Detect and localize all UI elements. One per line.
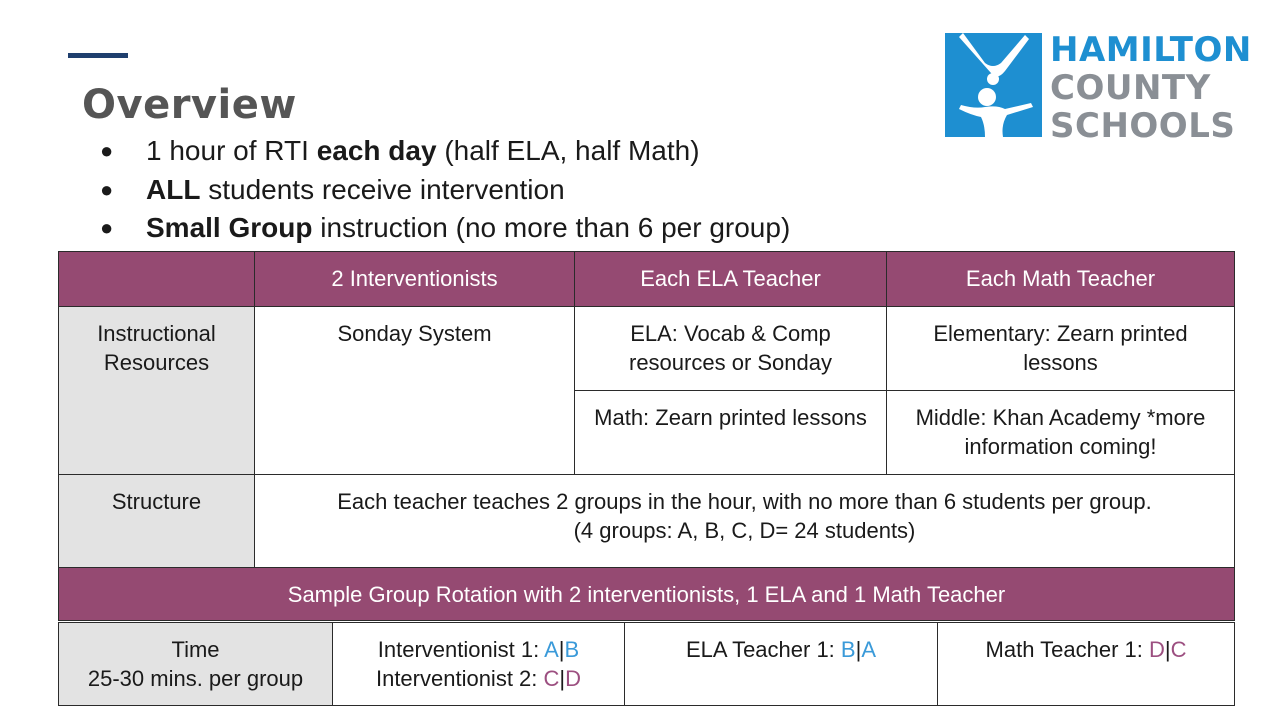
row-label-time: Time 25-30 mins. per group bbox=[59, 623, 333, 706]
bullet-item: ● Small Group instruction (no more than 6 per group) bbox=[100, 209, 790, 248]
bullet-dot-icon: ● bbox=[100, 138, 114, 163]
bullet-dot-icon: ● bbox=[100, 215, 114, 240]
table-row bbox=[59, 623, 1235, 706]
title-accent-bar bbox=[68, 53, 128, 58]
rti-overview-table bbox=[58, 251, 1235, 621]
table-row bbox=[59, 307, 1235, 391]
bullet-list bbox=[100, 132, 790, 248]
sample-rotation-heading: Sample Group Rotation with 2 interventionists, 1 ELA and 1 Math Teacher bbox=[59, 568, 1235, 621]
table-row bbox=[59, 475, 1235, 568]
cell-sonday-system: Sonday System bbox=[255, 307, 575, 475]
header-ela-teacher: Each ELA Teacher bbox=[575, 252, 887, 307]
row-label-instructional-resources: Instructional Resources bbox=[59, 307, 255, 475]
bullet-item: ● 1 hour of RTI each day (half ELA, half Math) bbox=[100, 132, 790, 171]
header-cell-empty bbox=[59, 252, 255, 307]
school-logo bbox=[945, 30, 1265, 146]
bullet-item: ● ALL students receive intervention bbox=[100, 171, 790, 210]
cell-math-middle: Middle: Khan Academy *more information coming! bbox=[887, 391, 1235, 475]
header-interventionists: 2 Interventionists bbox=[255, 252, 575, 307]
cell-ela-resources: ELA: Vocab & Comp resources or Sonday bbox=[575, 307, 887, 391]
cell-math-rotation: Math Teacher 1: D|C bbox=[938, 623, 1235, 706]
cell-ela-rotation: ELA Teacher 1: B|A bbox=[625, 623, 938, 706]
table-header-row bbox=[59, 252, 1235, 307]
children-silhouette-icon bbox=[945, 33, 1042, 137]
cell-interventionist-rotation: Interventionist 1: A|B Interventionist 2: C|D bbox=[333, 623, 625, 706]
header-math-teacher: Each Math Teacher bbox=[887, 252, 1235, 307]
cell-ela-math-resources: Math: Zearn printed lessons bbox=[575, 391, 887, 475]
cell-structure: Each teacher teaches 2 groups in the hour, with no more than 6 students per group. (4 groups: A, B, C, D= 24 students) bbox=[255, 475, 1235, 568]
logo-emblem bbox=[945, 33, 1042, 137]
slide-title: Overview bbox=[82, 82, 297, 128]
bullet-dot-icon: ● bbox=[100, 176, 114, 202]
table-band-row bbox=[59, 568, 1235, 621]
logo-wordmark: HAMILTON COUNTY SCHOOLS bbox=[1050, 30, 1252, 146]
cell-math-elementary: Elementary: Zearn printed lessons bbox=[887, 307, 1235, 391]
row-label-structure: Structure bbox=[59, 475, 255, 568]
rotation-table bbox=[58, 622, 1235, 706]
